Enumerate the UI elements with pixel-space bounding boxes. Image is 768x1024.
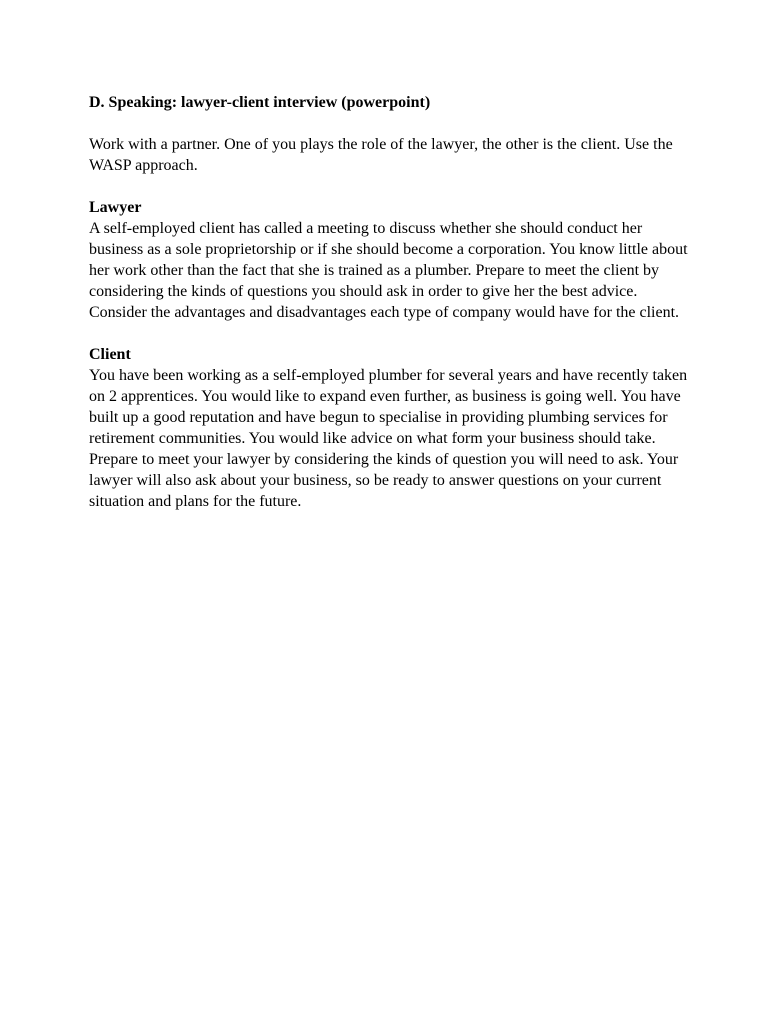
lawyer-paragraph: A self-employed client has called a meeting to discuss whether she should conduct her business as a sole proprietorship or if she should become a corporation. You know little about her work other than the fact that she is trained as a plumber. Prepare to meet the client by considering the kinds of questions you should ask in order to give her the best advice. Consider the advantages and disadvantages each type of company would have for the client. xyxy=(89,220,688,321)
client-heading: Client xyxy=(89,346,131,363)
document-body xyxy=(89,92,689,533)
client-section xyxy=(89,344,689,512)
lawyer-heading: Lawyer xyxy=(89,199,142,216)
lawyer-section xyxy=(89,197,689,323)
client-paragraph-2: Prepare to meet your lawyer by considering the kinds of question you will need to ask. Your lawyer will also ask about your business, so be ready to answer questions on your current situation and plans for the future. xyxy=(89,451,679,510)
client-paragraph-1: You have been working as a self-employed plumber for several years and have recently taken on 2 apprentices. You would like to expand even further, as business is going well. You have built up a good reputation and have begun to specialise in providing plumbing services for retirement communities. You would like advice on what form your business should take. xyxy=(89,367,688,447)
intro-paragraph: Work with a partner. One of you plays the role of the lawyer, the other is the client. Use the WASP approach. xyxy=(89,136,673,174)
document-title: D. Speaking: lawyer-client interview (powerpoint) xyxy=(89,94,431,111)
